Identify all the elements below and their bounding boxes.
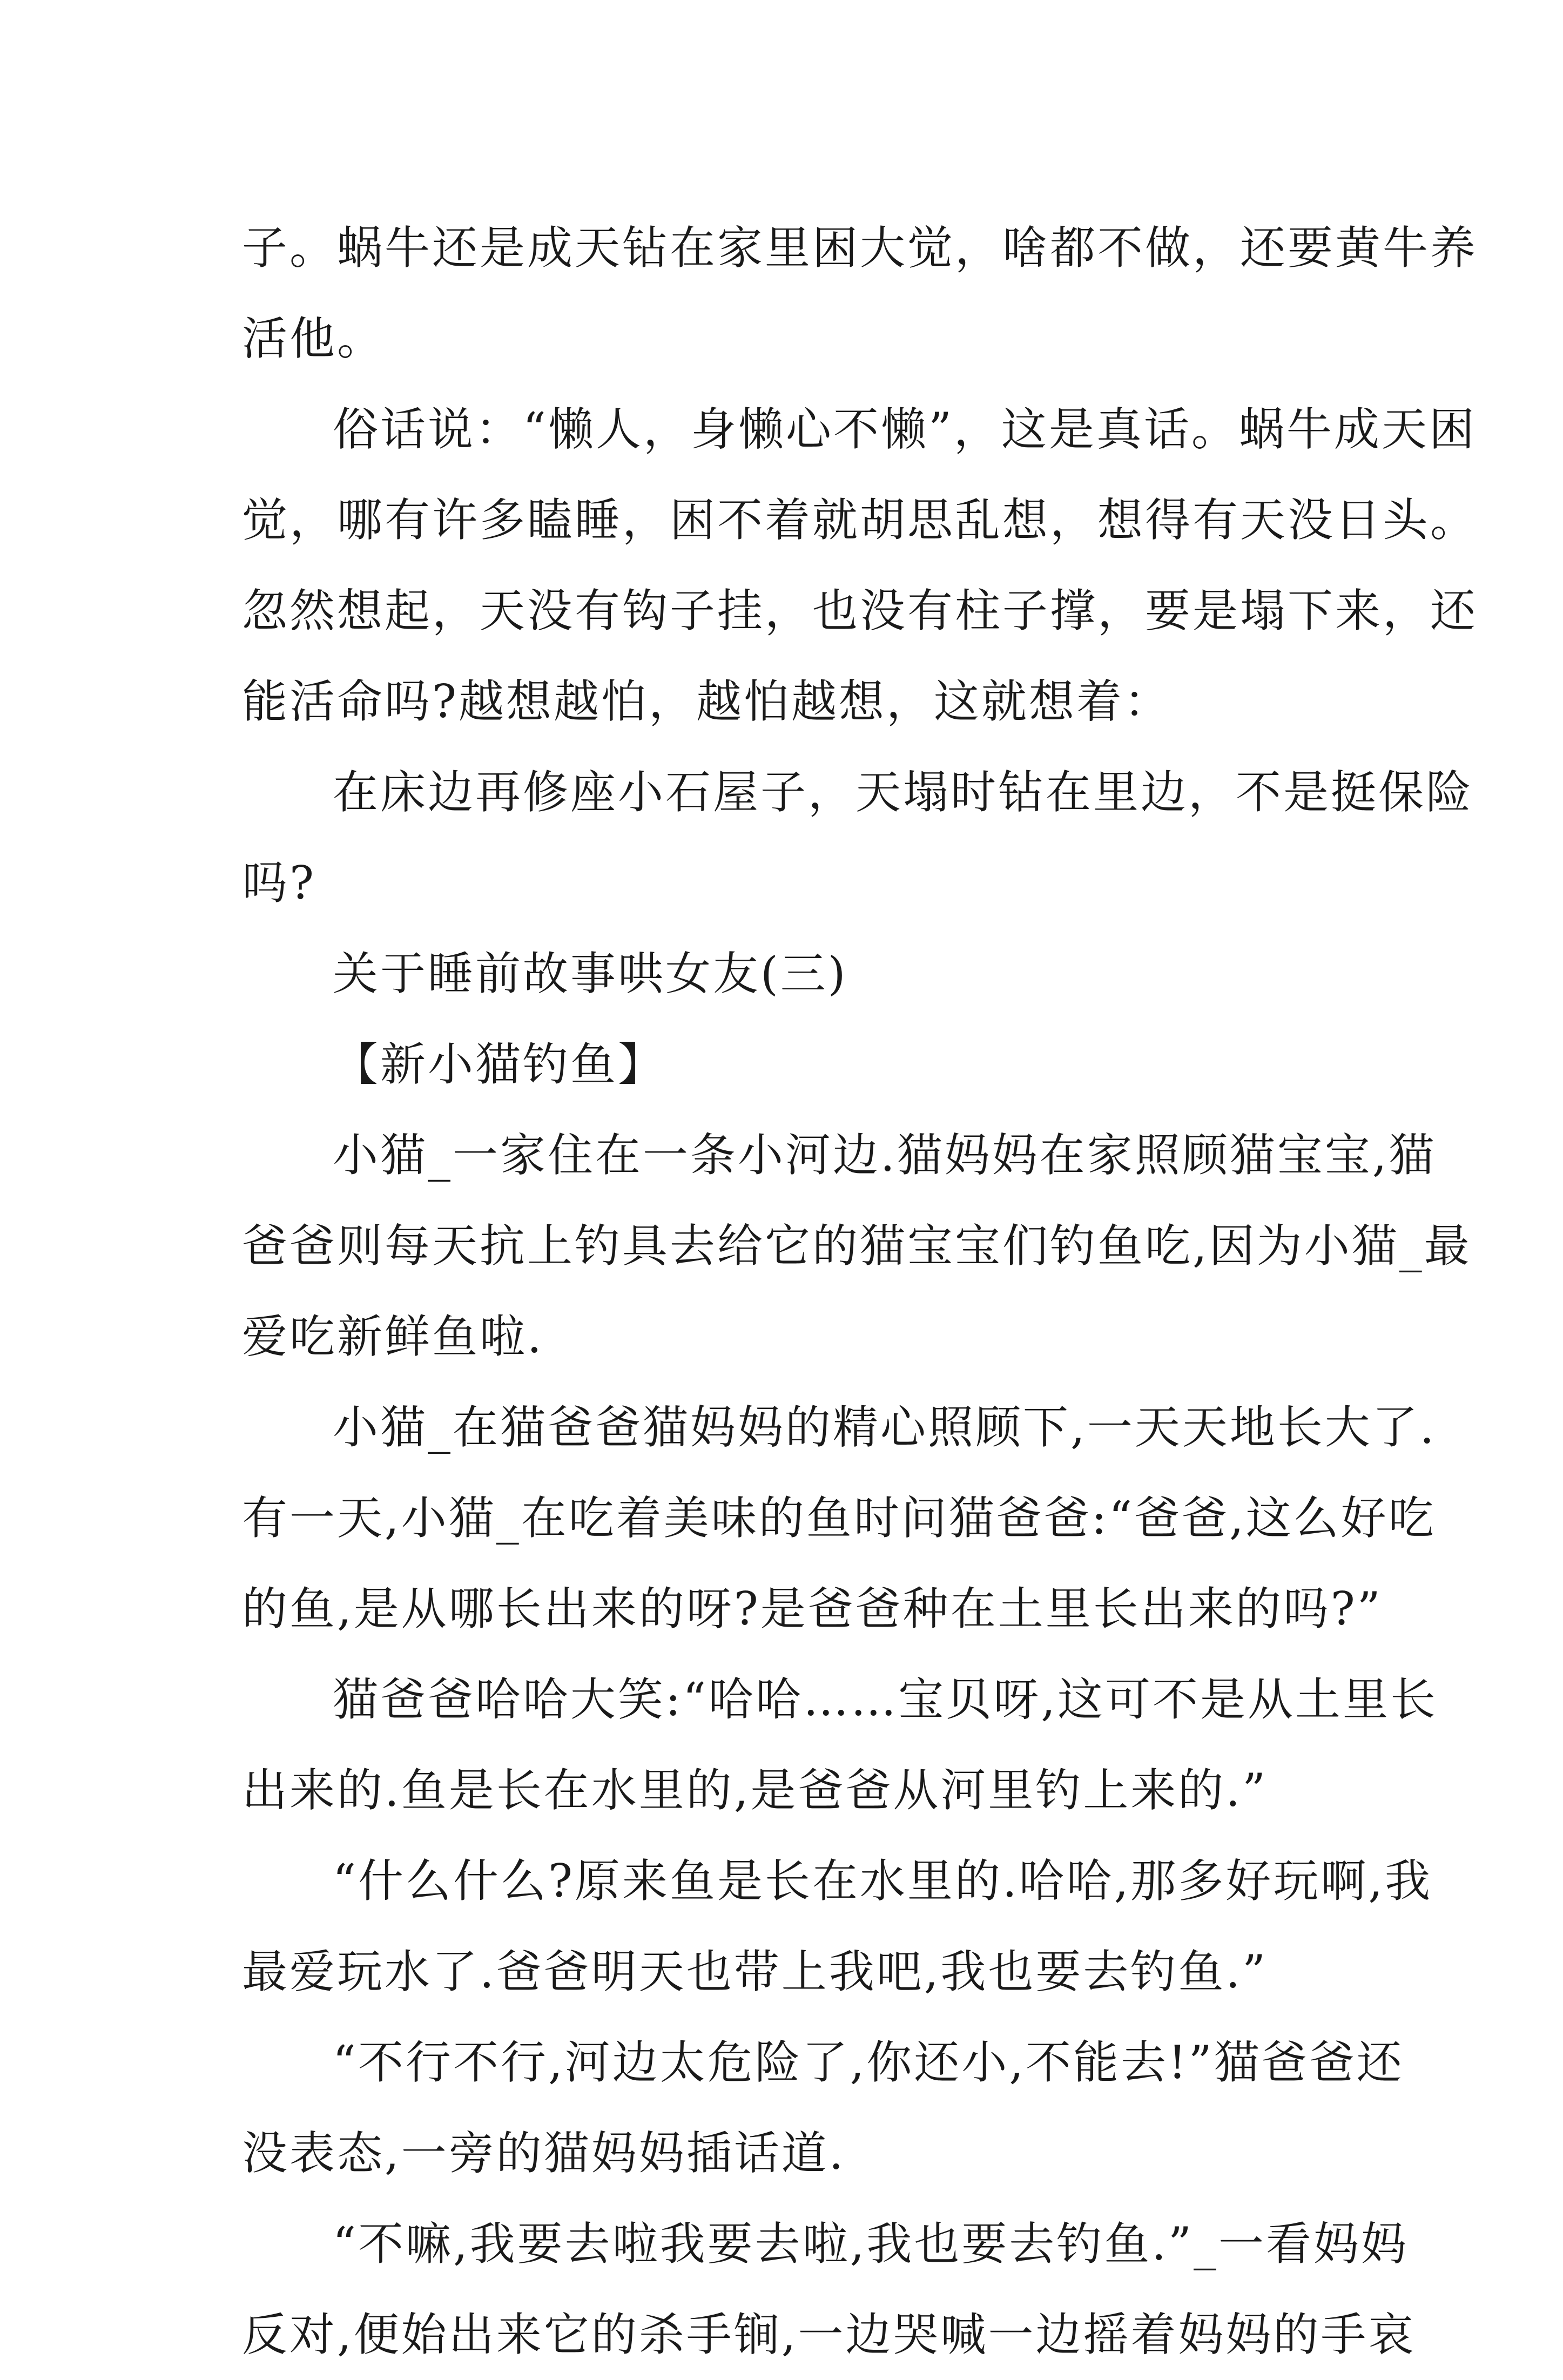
document-body <box>242 203 1478 2380</box>
text-line: 的鱼,是从哪长出来的呀?是爸爸种在土里长出来的吗?” <box>242 1582 1383 1635</box>
text-line: 没表态,一旁的猫妈妈插话道. <box>242 2127 846 2180</box>
text-line: 子。蜗牛还是成天钻在家里困大觉，啥都不做，还要黄牛养 <box>242 221 1478 274</box>
text-line: 吗? <box>242 857 316 909</box>
text-line: 活他。 <box>242 312 385 365</box>
text-line: 最爱玩水了.爸爸明天也带上我吧,我也要去钓鱼.” <box>242 1945 1268 1998</box>
text-line: 小猫_一家住在一条小河边.猫妈妈在家照顾猫宝宝,猫 <box>333 1129 1437 1182</box>
text-line: 反对,便始出来它的杀手锏,一边哭喊一边摇着妈妈的手哀 <box>242 2308 1416 2361</box>
text-line: 小猫_在猫爸爸猫妈妈的精心照顾下,一天天地长大了. <box>333 1401 1437 1454</box>
text-line: 忽然想起，天没有钩子挂，也没有柱子撑，要是塌下来，还 <box>242 584 1478 637</box>
text-line: 觉，哪有许多瞌睡，困不着就胡思乱想，想得有天没日头。 <box>242 494 1478 547</box>
text-line: “不嘛,我要去啦我要去啦,我也要去钓鱼.”_一看妈妈 <box>333 2217 1409 2270</box>
text-line: 出来的.鱼是长在水里的,是爸爸从河里钓上来的.” <box>242 1764 1268 1817</box>
text-line: 在床边再修座小石屋子，天塌时钻在里边，不是挺保险 <box>333 766 1474 819</box>
story-title: 【新小猫钓鱼】 <box>333 1038 666 1091</box>
text-line: “不行不行,河边太危险了,你还小,不能去!”猫爸爸还 <box>333 2036 1404 2089</box>
text-line: 俗话说：“懒人，身懒心不懒”，这是真话。蜗牛成天困 <box>333 403 1477 456</box>
text-line: 能活命吗?越想越怕，越怕越想，这就想着： <box>242 675 1172 728</box>
text-line: 爱吃新鲜鱼啦. <box>242 1310 544 1363</box>
text-line: 有一天,小猫_在吃着美味的鱼时问猫爸爸:“爸爸,这么好吃 <box>242 1492 1436 1545</box>
text-line: 猫爸爸哈哈大笑:“哈哈……宝贝呀,这可不是从土里长 <box>333 1673 1438 1726</box>
text-line: “什么什么?原来鱼是长在水里的.哈哈,那多好玩啊,我 <box>333 1855 1433 1907</box>
text-line: 爸爸则每天抗上钓具去给它的猫宝宝们钓鱼吃,因为小猫_最 <box>242 1219 1472 1272</box>
section-heading: 关于睡前故事哄女友(三) <box>333 947 848 1000</box>
